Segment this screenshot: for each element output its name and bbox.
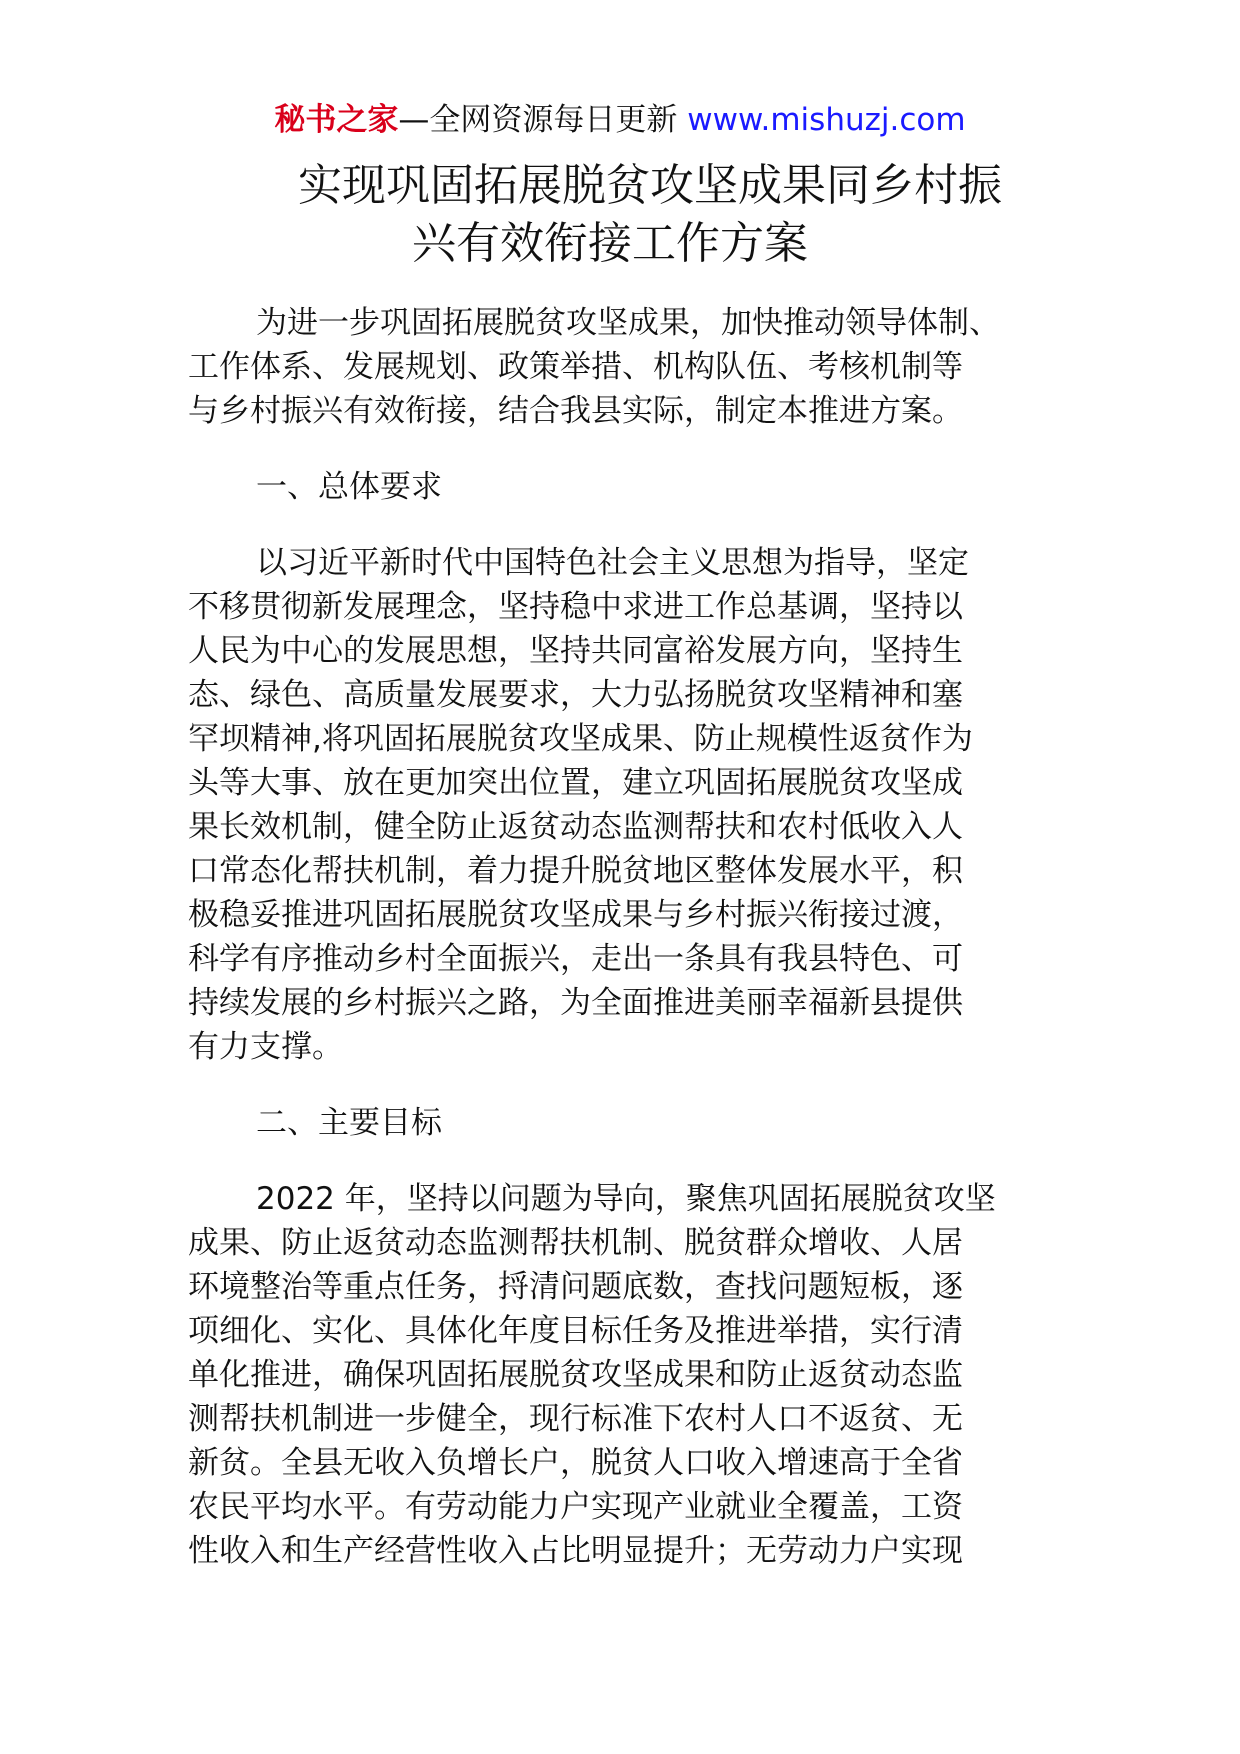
paragraph-line: 为进一步巩固拓展脱贫攻坚成果，加快推动领导体制、 (256, 305, 1000, 341)
paragraph-line: 性收入和生产经营性收入占比明显提升；无劳动力户实现 (188, 1533, 963, 1569)
paragraph-line: 工作体系、发展规划、政策举措、机构队伍、考核机制等 (188, 349, 963, 385)
paragraph-line: 口常态化帮扶机制，着力提升脱贫地区整体发展水平，积 (188, 853, 963, 889)
document-title-line-1: 实现巩固拓展脱贫攻坚成果同乡村振 (298, 160, 1002, 211)
paragraph-line: 持续发展的乡村振兴之路，为全面推进美丽幸福新县提供 (188, 985, 963, 1021)
paragraph-line: 单化推进，确保巩固拓展脱贫攻坚成果和防止返贫动态监 (188, 1357, 963, 1393)
document-title-line-2: 兴有效衔接工作方案 (412, 218, 808, 269)
site-url[interactable]: www.mishuzj.com (687, 102, 966, 138)
section-2-paragraph (188, 1177, 1088, 1573)
paragraph-line: 2022 年，坚持以问题为导向，聚焦巩固拓展脱贫攻坚 (256, 1181, 996, 1217)
paragraph-line: 果长效机制，健全防止返贫动态监测帮扶和农村低收入人 (188, 809, 963, 845)
paragraph-line: 新贫。全县无收入负增长户，脱贫人口收入增速高于全省 (188, 1445, 963, 1481)
brand-tagline: —全网资源每日更新 (398, 102, 688, 138)
paragraph-line: 态、绿色、高质量发展要求，大力弘扬脱贫攻坚精神和塞 (188, 677, 963, 713)
paragraph-line: 极稳妥推进巩固拓展脱贫攻坚成果与乡村振兴衔接过渡， (188, 897, 963, 933)
paragraph-line: 不移贯彻新发展理念，坚持稳中求进工作总基调，坚持以 (188, 589, 963, 625)
paragraph-line: 有力支撑。 (188, 1029, 343, 1065)
section-heading-2: 二、主要目标 (256, 1105, 442, 1141)
paragraph-line: 项细化、实化、具体化年度目标任务及推进举措，实行清 (188, 1313, 963, 1349)
paragraph-line: 环境整治等重点任务，捋清问题底数，查找问题短板，逐 (188, 1269, 963, 1305)
paragraph-line: 与乡村振兴有效衔接，结合我县实际，制定本推进方案。 (188, 393, 963, 429)
section-heading-1: 一、总体要求 (256, 469, 442, 505)
paragraph-line: 科学有序推动乡村全面振兴，走出一条具有我县特色、可 (188, 941, 963, 977)
paragraph-line: 罕坝精神,将巩固拓展脱贫攻坚成果、防止规模性返贫作为 (188, 721, 973, 757)
paragraph-line: 成果、防止返贫动态监测帮扶机制、脱贫群众增收、人居 (188, 1225, 963, 1261)
site-banner (0, 100, 1240, 140)
paragraph-line: 头等大事、放在更加突出位置，建立巩固拓展脱贫攻坚成 (188, 765, 963, 801)
paragraph-line: 测帮扶机制进一步健全，现行标准下农村人口不返贫、无 (188, 1401, 963, 1437)
brand-name: 秘书之家 (274, 102, 399, 138)
paragraph-line: 以习近平新时代中国特色社会主义思想为指导，坚定 (256, 545, 969, 581)
document-body (188, 301, 1088, 1605)
section-1-paragraph (188, 541, 1088, 1069)
paragraph-line: 人民为中心的发展思想，坚持共同富裕发展方向，坚持生 (188, 633, 963, 669)
intro-paragraph (188, 301, 1088, 433)
paragraph-line: 农民平均水平。有劳动能力户实现产业就业全覆盖，工资 (188, 1489, 963, 1525)
